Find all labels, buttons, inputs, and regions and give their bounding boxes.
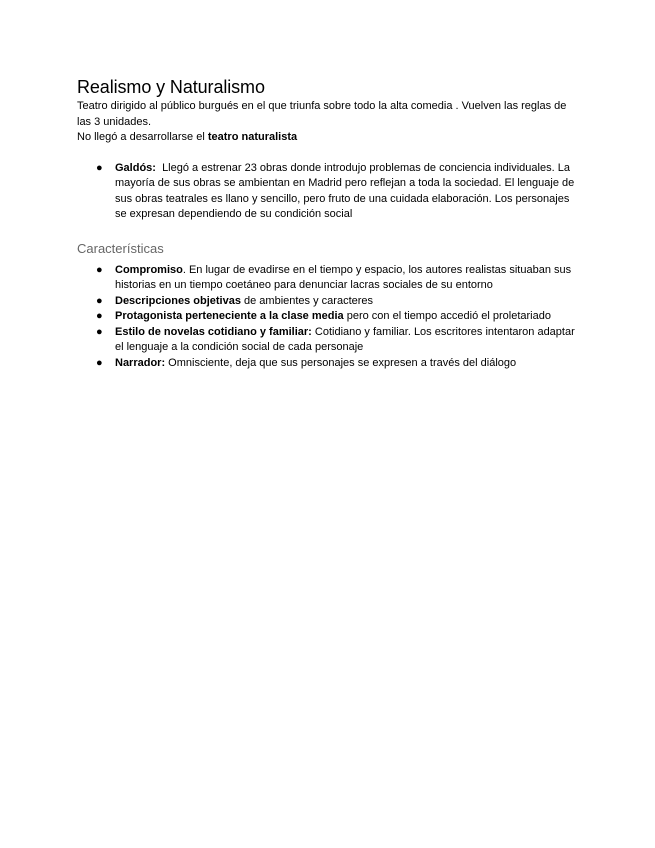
list-item-text: . En lugar de evadirse en el tiempo y espacio, los autores realistas situaban sus historias en un tiempo coetáneo para denunciar lacras sociales de su entorno <box>115 263 572 291</box>
list-item <box>77 356 577 372</box>
bullet-icon: ● <box>96 356 103 369</box>
bullet-icon: ● <box>96 325 103 338</box>
list-item-text: de ambientes y caracteres <box>240 294 374 307</box>
intro-note-bold: teatro naturalista <box>207 131 298 143</box>
bullet-icon: ● <box>96 294 103 307</box>
caracteristicas-list <box>77 263 577 372</box>
page-title: Realismo y Naturalismo <box>77 77 265 97</box>
list-item-text: pero con el tiempo accedió el proletariado <box>343 310 551 322</box>
list-item <box>77 294 577 310</box>
intro-note-text: No llegó a desarrollarse el <box>77 131 208 143</box>
galdos-list <box>77 161 577 223</box>
bullet-icon: ● <box>96 263 103 276</box>
list-item-text: Omnisciente, deja que sus personajes se expresen a través del diálogo <box>165 356 517 369</box>
document-page <box>77 76 577 371</box>
list-item-label: Compromiso <box>115 263 183 276</box>
list-item <box>77 309 577 325</box>
section-heading-caracteristicas: Características <box>77 240 164 256</box>
intro-note <box>77 130 577 146</box>
list-item-galdos <box>77 161 577 223</box>
list-item <box>77 263 577 294</box>
list-item <box>77 325 577 356</box>
list-item-text: Cotidiano y familiar. Los escritores intentaron adaptar el lenguaje a la condición social de cada personaje <box>115 325 575 353</box>
list-item-label: Narrador: <box>115 356 166 369</box>
list-item-text: Llegó a estrenar 23 obras donde introdujo problemas de conciencia individuales. La mayoría de sus obras se ambientan en Madrid pero reflejan a toda la sociedad. El lenguaje de sus obras teatrales es llano y sencillo, pero fruto de una cuidada elaboración. Los personajes se expresan dependiendo de su condición social <box>115 161 578 220</box>
list-item-label: Galdós: <box>115 161 156 174</box>
list-item-label: Descripciones objetivas <box>115 294 241 307</box>
bullet-icon: ● <box>96 310 103 322</box>
bullet-icon: ● <box>96 161 103 174</box>
list-item-label: Estilo de novelas cotidiano y familiar: <box>115 325 312 338</box>
list-item-label: Protagonista perteneciente a la clase media <box>115 310 344 322</box>
intro-paragraph: Teatro dirigido al público burgués en el que triunfa sobre todo la alta comedia . Vuelven las reglas de las 3 unidades. <box>77 100 567 128</box>
